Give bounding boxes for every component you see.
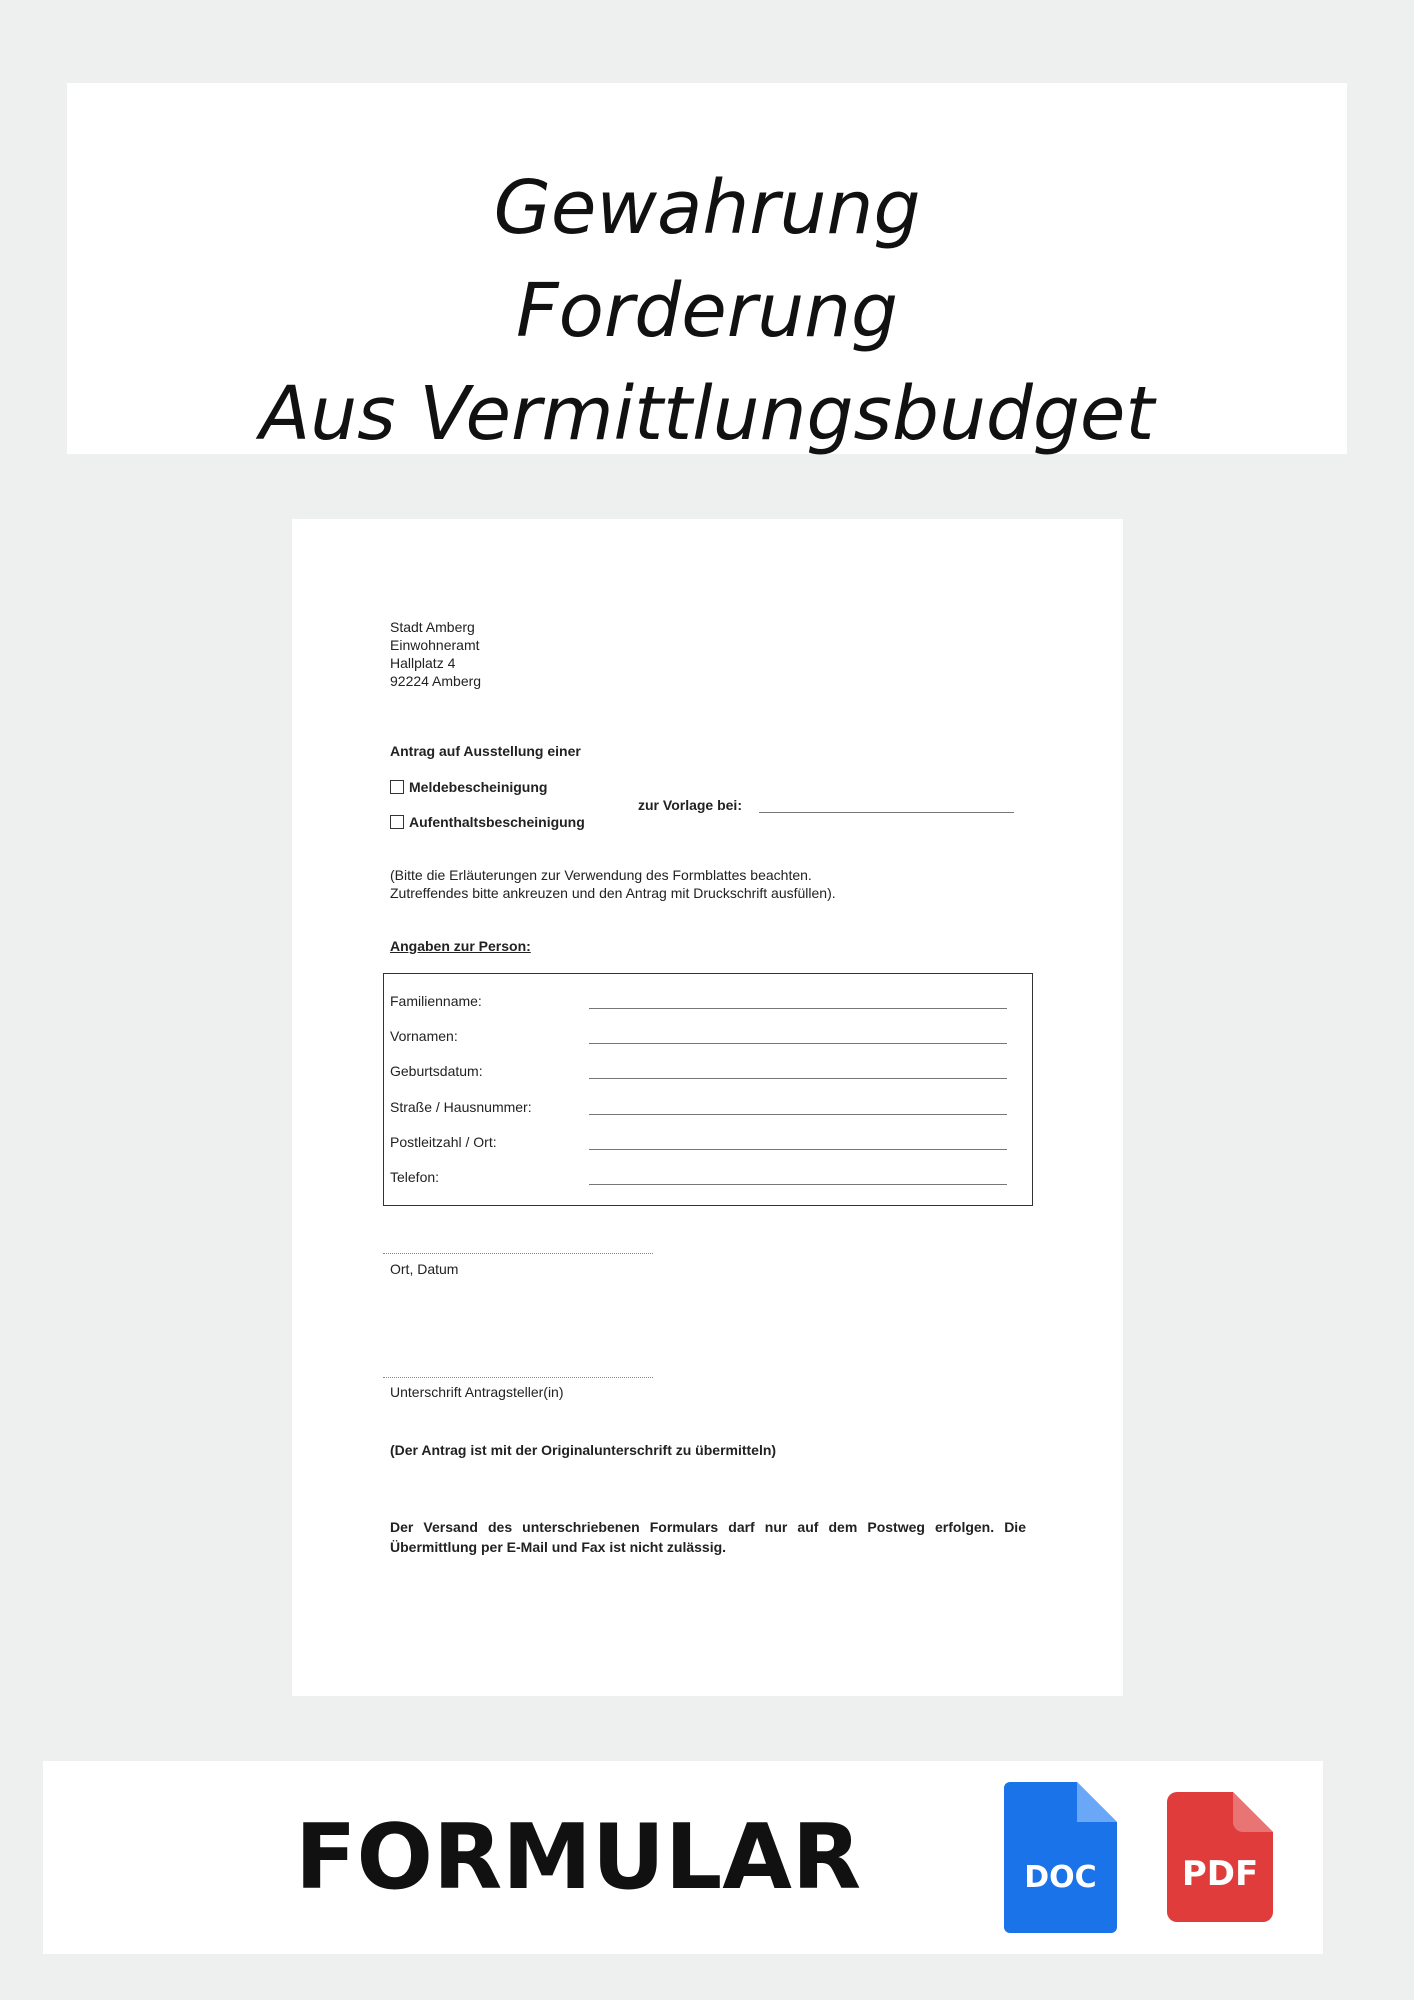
field-label: Postleitzahl / Ort: — [390, 1134, 497, 1150]
field-label: Familienname: — [390, 993, 482, 1009]
field-line[interactable] — [589, 1149, 1007, 1150]
doc-icon-text: DOC — [1024, 1860, 1097, 1895]
field-line[interactable] — [589, 1114, 1007, 1115]
option-meldebescheinigung[interactable] — [390, 778, 547, 796]
original-signature-note: (Der Antrag ist mit der Originalunterschrift zu übermitteln) — [390, 1442, 777, 1458]
title-line-2: Forderung — [516, 268, 898, 354]
form-preview-page — [292, 519, 1123, 1696]
note-line: Zutreffendes bitte ankreuzen und den Antrag mit Druckschrift ausfüllen). — [390, 885, 836, 901]
address-line: Hallplatz 4 — [390, 655, 456, 671]
submit-to-line[interactable] — [759, 812, 1014, 813]
checkbox[interactable] — [390, 815, 404, 829]
field-line[interactable] — [589, 1078, 1007, 1079]
field-line[interactable] — [589, 1043, 1007, 1044]
field-line[interactable] — [589, 1008, 1007, 1009]
pdf-icon-text: PDF — [1181, 1854, 1259, 1894]
footer-banner — [43, 1761, 1323, 1954]
title-banner — [67, 83, 1347, 457]
option-label: Meldebescheinigung — [409, 779, 548, 795]
option-label: Aufenthaltsbescheinigung — [409, 814, 585, 830]
person-heading: Angaben zur Person: — [390, 938, 531, 954]
shipping-note: Der Versand des unterschriebenen Formulars darf nur auf dem Postweg erfolgen. Die Übermittlung per E-Mail und Fax ist nicht zulässig. — [390, 1519, 1026, 1555]
note-line: (Bitte die Erläuterungen zur Verwendung des Formblattes beachten. — [390, 867, 812, 883]
address-line: 92224 Amberg — [390, 673, 482, 689]
pdf-icon[interactable] — [1167, 1792, 1273, 1922]
request-heading: Antrag auf Ausstellung einer — [390, 743, 581, 759]
field-label: Straße / Hausnummer: — [390, 1099, 532, 1115]
field-label: Vornamen: — [390, 1028, 458, 1044]
field-line[interactable] — [589, 1184, 1007, 1185]
address-line: Stadt Amberg — [390, 619, 475, 635]
doc-icon[interactable] — [1004, 1782, 1117, 1933]
checkbox[interactable] — [390, 780, 404, 794]
title-line-3: Aus Vermittlungsbudget — [259, 371, 1155, 457]
place-date-label: Ort, Datum — [390, 1261, 459, 1277]
signature-line[interactable] — [383, 1377, 653, 1378]
address-line: Einwohneramt — [390, 637, 480, 653]
place-date-line[interactable] — [383, 1253, 653, 1254]
field-label: Telefon: — [390, 1169, 440, 1185]
signature-label: Unterschrift Antragsteller(in) — [390, 1384, 564, 1400]
title-line-1: Gewahrung — [493, 165, 921, 251]
option-aufenthaltsbescheinigung[interactable] — [390, 813, 585, 831]
field-label: Geburtsdatum: — [390, 1063, 483, 1079]
formular-label: FORMULAR — [295, 1805, 862, 1910]
submit-to-label: zur Vorlage bei: — [638, 797, 742, 813]
